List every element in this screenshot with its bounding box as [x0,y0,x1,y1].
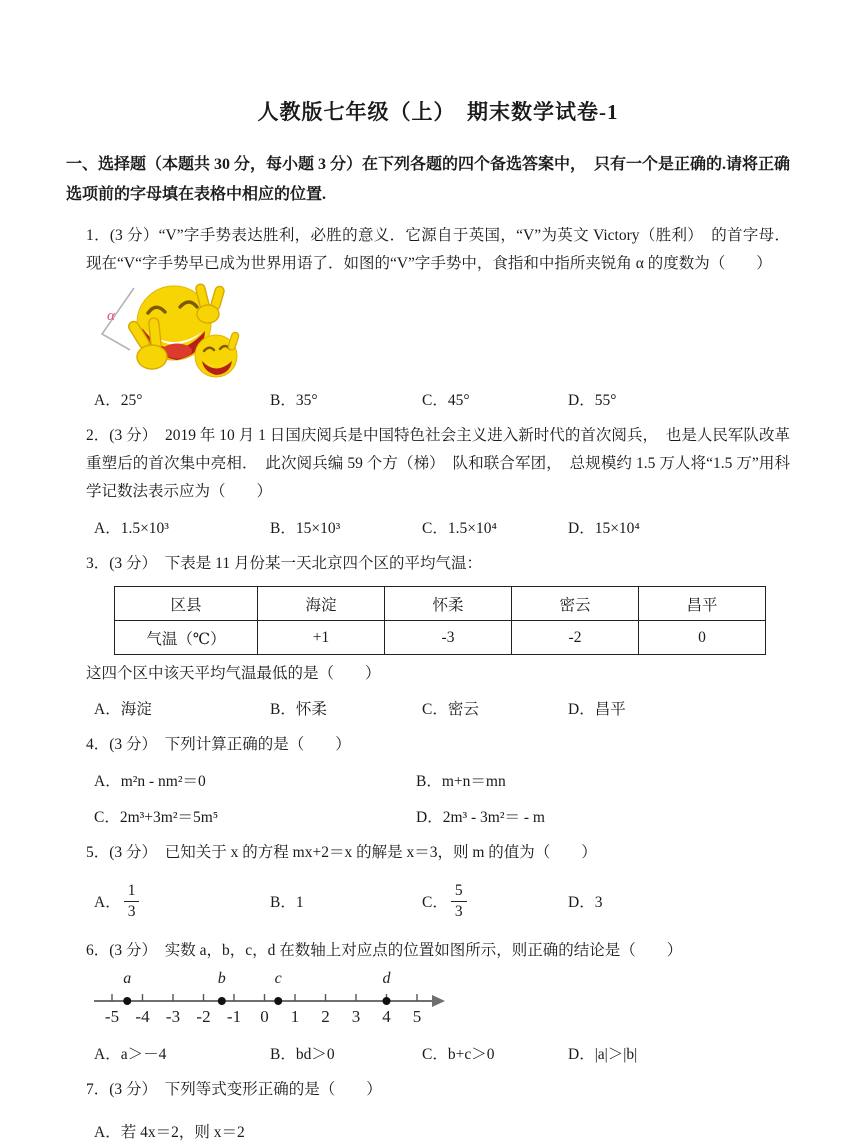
question-4 [86,731,790,827]
tick-label: 0 [260,1007,269,1026]
question-4-options [94,769,790,827]
tick-label: 5 [412,1007,422,1026]
fraction: $\frac{5}{3}$ [451,882,467,920]
question-7 [86,1076,790,1142]
option-b: B．怀柔 [270,701,327,718]
option-d: D．|a|＞|b| [568,1046,638,1063]
question-7-option-a: A．若 4x＝2，则 x＝2 [94,1124,245,1141]
v-gesture-figure [92,282,244,378]
option-d: D．55° [568,392,617,409]
question-1-stem: 1．(3 分）“V”字手势表达胜利，必胜的意义．它源自于英国，“V”为英文 Victory（胜利） 的首字母．现在“V“字手势早已成为世界用语了．如图的“V”字手势中，食指和中指所夹锐角 α 的度数为（ ） [86,227,790,272]
table-header-row [115,587,766,621]
question-5 [86,839,790,925]
option-d: D．昌平 [568,701,626,718]
number-line-figure [88,969,790,1032]
question-6 [86,937,790,1064]
tick-label: -1 [226,1007,242,1026]
point-label-c: c [274,970,282,987]
question-3-stem: 3．(3 分） 下表是 11 月份某一天北京四个区的平均气温： [86,555,482,572]
question-1-options [94,388,790,410]
option-a: A．m²n - nm²＝0 [94,773,206,790]
question-3-after: 这四个区中该天平均气温最低的是（ ） [86,665,381,682]
option-b: B．m+n＝mn [416,773,506,790]
value-cell: -3 [385,621,512,655]
question-5-stem: 5．(3 分） 已知关于 x 的方程 mx+2＝x 的解是 x＝3，则 m 的值为（ ） [86,844,597,861]
question-3 [86,550,790,719]
alpha-label: α [107,308,115,324]
option-a: A．海淀 [94,701,152,718]
v-hand-right [195,283,225,323]
point-label-a: a [123,970,132,987]
header-cell: 区县 [115,587,258,621]
page-title: 人教版七年级（上） 期末数学试卷-1 [257,100,619,124]
tick-label: -5 [104,1007,120,1026]
tick-label: 3 [351,1007,361,1026]
question-7-stem: 7．(3 分） 下列等式变形正确的是（ ） [86,1081,382,1098]
point-label-d: d [382,970,391,987]
tick-label: 4 [382,1007,391,1026]
section-header: 一、选择题（本题共 30 分，每小题 3 分）在下列各题的四个备选答案中， 只有一个是正确的.请将正确选项前的字母填在表格中相应的位置. [66,156,791,203]
tick-label: -2 [196,1007,211,1026]
question-1 [86,222,790,410]
question-6-options [94,1042,790,1064]
option-c: C．密云 [422,701,479,718]
point-b [218,997,226,1005]
header-cell: 海淀 [258,587,385,621]
point-c [274,997,282,1005]
value-cell: 气温（℃） [115,621,258,655]
point-d [383,997,391,1005]
option-d: D．15×10⁴ [568,520,640,537]
option-c: C．2m³+3m²＝5m⁵ [94,809,219,826]
option-c: C．45° [422,392,470,409]
value-cell: -2 [512,621,639,655]
option-d: D．3 [568,894,603,911]
table-value-row [115,621,766,655]
tick-label: -4 [135,1007,150,1026]
option-d: D．2m³ - 3m²＝ - m [416,809,545,826]
header-cell: 怀柔 [385,587,512,621]
option-c: C．1.5×10⁴ [422,520,497,537]
question-3-options [94,697,790,719]
option-a: A． $\frac{1}{3}$ [94,882,270,920]
option-a: A．a＞－4 [94,1046,167,1063]
option-b: B．35° [270,392,318,409]
option-b: B．1 [270,894,304,911]
tick-label: -3 [165,1007,181,1026]
value-cell: 0 [639,621,766,655]
point-a [123,997,131,1005]
option-b: B．15×10³ [270,520,341,537]
tick-label: 1 [290,1007,300,1026]
point-label-b: b [217,970,226,987]
option-b: B．bd＞0 [270,1046,335,1063]
option-a: A．25° [94,392,143,409]
header-cell: 密云 [512,587,639,621]
question-6-stem: 6．(3 分） 实数 a，b，c，d 在数轴上对应点的位置如图所示，则正确的结论是（ ） [86,942,683,959]
fraction: $\frac{1}{3}$ [124,882,140,920]
number-line-svg [88,969,468,1027]
option-a: A．1.5×10³ [94,520,169,537]
option-c: C．b+c＞0 [422,1046,495,1063]
question-2-options [94,516,790,538]
tick-label: 2 [321,1007,330,1026]
question-4-stem: 4．(3 分） 下列计算正确的是（ ） [86,736,351,753]
header-cell: 昌平 [639,587,766,621]
temperature-table [114,586,766,655]
question-2-stem: 2．(3 分） 2019 年 10 月 1 日国庆阅兵是中国特色社会主义进入新时代的首次阅兵， 也是人民军队改革重塑后的首次集中亮相． 此次阅兵编 59 个方（梯） 队和联合军团， 总规模约 1.5 万人将“1.5 万”用科学记数法表示应为（ ） [86,427,790,500]
option-c: C． $\frac{5}{3}$ [422,882,568,920]
question-2 [86,422,790,538]
value-cell: +1 [258,621,385,655]
question-5-options [94,877,790,925]
